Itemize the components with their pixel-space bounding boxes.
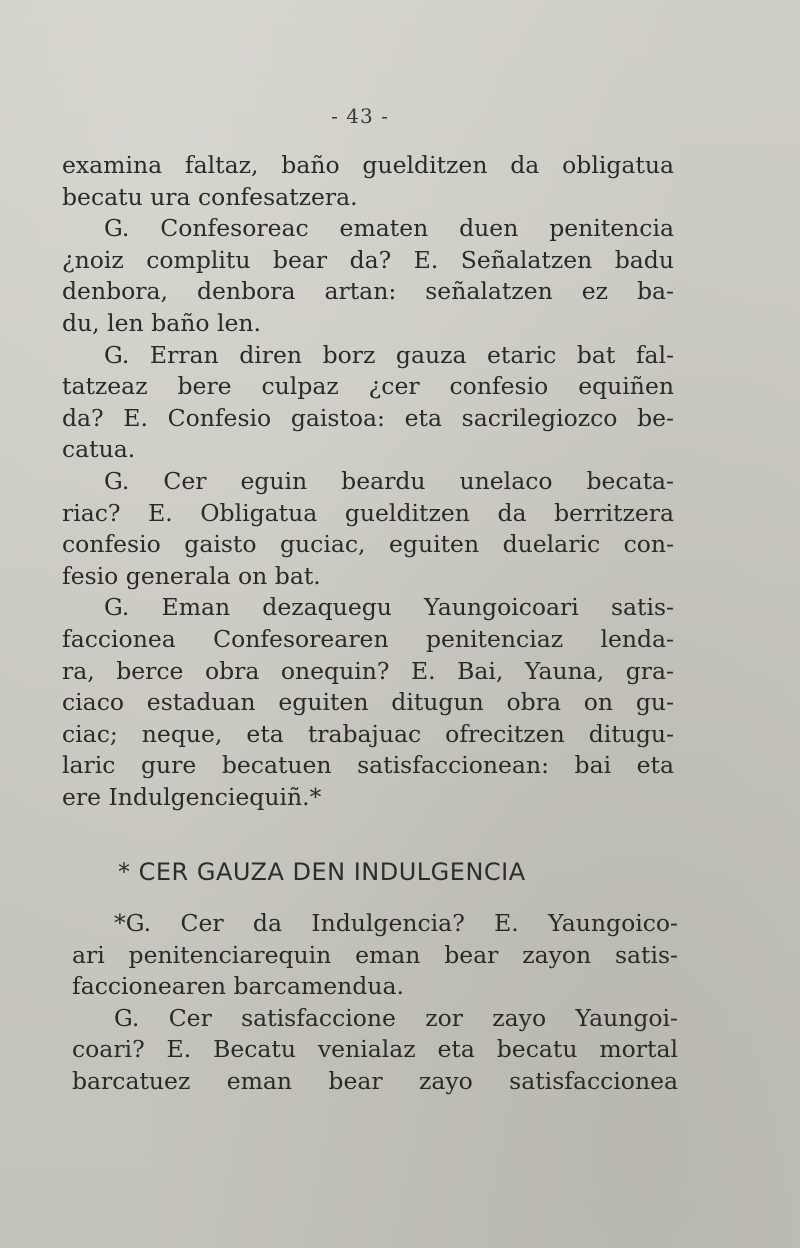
text-line: faccionea Confesorearen penitenciaz lenda- (62, 624, 674, 653)
text-line: *G. Cer da Indulgencia? E. Yaungoico- (114, 909, 678, 937)
text-line: G. Cer satisfaccione zor zayo Yaungoi- (114, 1003, 678, 1032)
text-line: catua. (62, 435, 136, 464)
text-line: G. Cer eguin beardu unelaco becata- (104, 466, 674, 495)
text-line: da? E. Confesio gaistoa: eta sacrilegiozco be- (62, 403, 674, 432)
page-number: - 43 - (331, 104, 389, 128)
text-line: G. Eman dezaquegu Yaungoicoari satis- (104, 593, 674, 622)
text-line: ciac; neque, eta trabajuac ofrecitzen ditugu- (62, 719, 674, 748)
text-line: du, len baño len. (62, 308, 261, 337)
text-line: coari? E. Becatu venialaz eta becatu mortal (72, 1035, 678, 1064)
text-line: laric gure becatuen satisfaccionean: bai eta (62, 751, 674, 780)
text-line: riac? E. Obligatua guelditzen da berritzera (62, 498, 674, 527)
section-text (72, 908, 678, 1098)
section-heading: * CER GAUZA DEN INDULGENCIA (118, 858, 526, 886)
text-line: denbora, denbora artan: señalatzen ez ba- (62, 277, 674, 306)
text-line: ere Indulgenciequiñ.* (62, 782, 322, 811)
text-line: ari penitenciarequin eman bear zayon satis- (72, 940, 678, 969)
text-line: ¿noiz complitu bear da? E. Señalatzen badu (62, 245, 674, 274)
text-line: barcatuez eman bear zayo satisfaccionea (72, 1066, 678, 1095)
text-line: G. Erran diren borz gauza etaric bat fal- (104, 340, 674, 369)
text-line: confesio gaisto guciac, eguiten duelaric con- (62, 530, 674, 559)
text-line: becatu ura confesatzera. (62, 182, 358, 211)
text-line: faccionearen barcamendua. (72, 972, 404, 1001)
text-line: ra, berce obra onequin? E. Bai, Yauna, gra- (62, 656, 674, 685)
text-line: G. Confesoreac ematen duen penitencia (104, 214, 674, 243)
text-line: ciaco estaduan eguiten ditugun obra on gu- (62, 688, 674, 717)
text-line: examina faltaz, baño guelditzen da obligatua (62, 151, 674, 179)
main-text (62, 150, 674, 813)
text-line: fesio generala on bat. (62, 561, 321, 590)
text-line: tatzeaz bere culpaz ¿cer confesio equiñen (62, 372, 674, 401)
